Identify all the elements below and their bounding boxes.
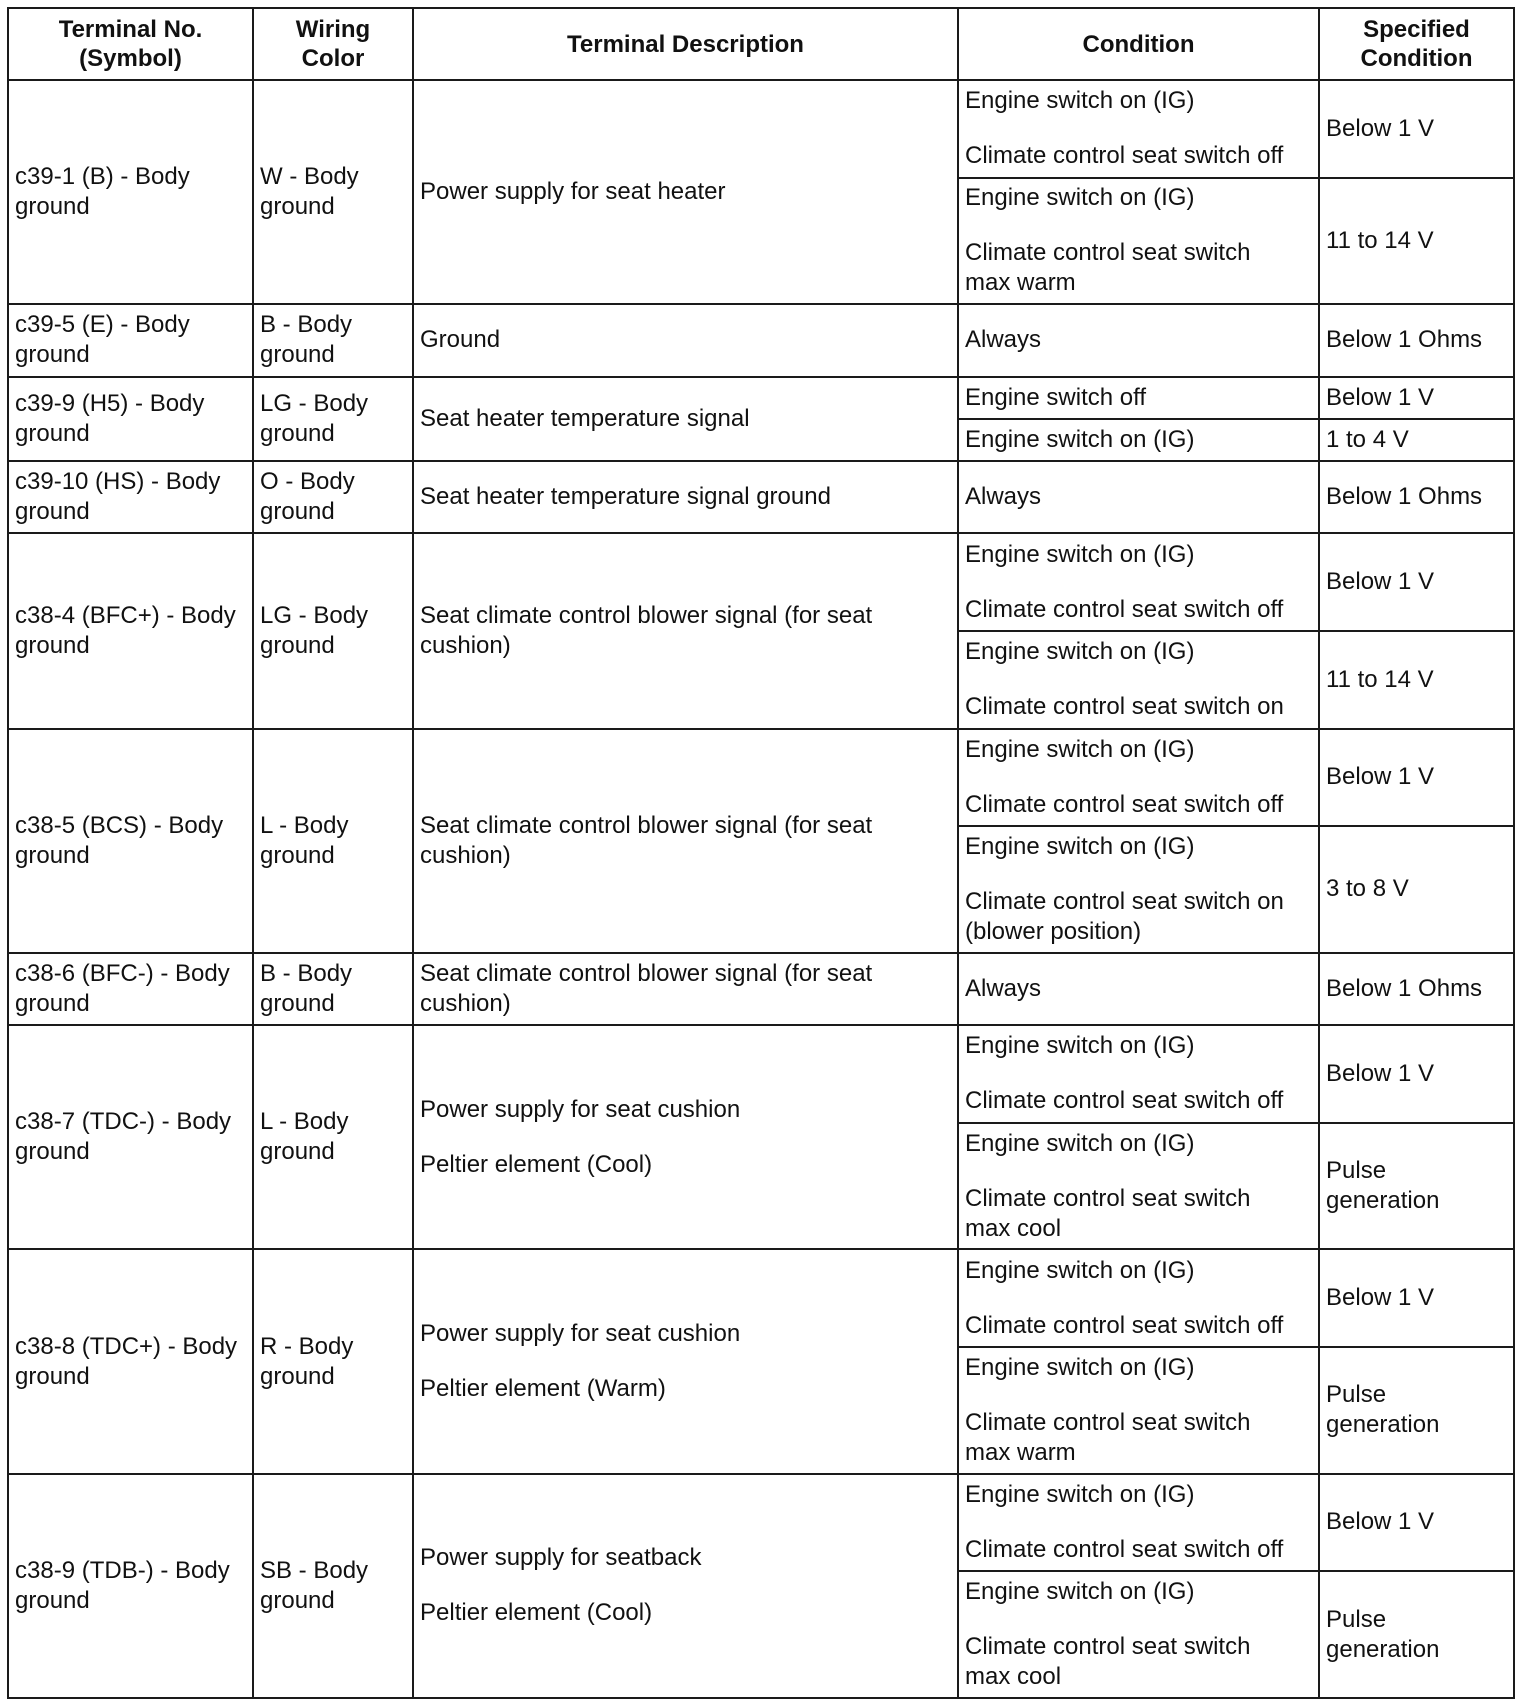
wiring-text: L - Body [260,1108,349,1136]
condition-cell [958,1123,1319,1250]
header-specified-condition: Specified Condition [1319,8,1514,80]
terminal-cell [8,1025,253,1249]
wiring-text: B - Body [260,959,353,987]
wiring-text: SB - Body [260,1556,369,1584]
terminal-text: ground [15,1586,90,1614]
condition-text: max cool [965,1663,1062,1691]
condition-text: Climate control seat switch off [965,1087,1284,1115]
description-cell [413,80,958,304]
condition-cell [958,953,1319,1025]
condition-text: Engine switch off [965,383,1146,411]
terminal-cell [8,377,253,461]
wiring-text: ground [260,841,335,869]
specified-condition-cell [1319,377,1514,419]
table-row [8,953,1514,1025]
condition-text: Climate control seat switch off [965,790,1284,818]
spec-text: Below 1 Ohms [1326,326,1483,354]
specified-condition-cell [1319,419,1514,461]
condition-cell [958,304,1319,376]
description-cell [413,1025,958,1249]
terminal-cell [8,304,253,376]
condition-text: Climate control seat switch off [965,595,1284,623]
condition-text: Climate control seat switch off [965,1311,1284,1339]
table-row [8,377,1514,419]
specified-condition-cell [1319,1474,1514,1572]
condition-cell [958,826,1319,953]
spec-text: Pulse [1326,1157,1387,1185]
condition-text: Engine switch on (IG) [965,184,1195,212]
description-text: cushion) [420,989,511,1017]
description-cell [413,729,958,953]
wiring-text: ground [260,632,335,660]
spec-text: Below 1 V [1326,1508,1435,1536]
wiring-text: O - Body [260,468,355,496]
wiring-color-cell [253,953,413,1025]
description-text: Power supply for seatback [420,1544,702,1572]
spec-text: Below 1 V [1326,383,1435,411]
condition-text: Always [965,326,1042,354]
condition-text: Engine switch on (IG) [965,832,1195,860]
wiring-text: ground [260,498,335,526]
spec-text: Below 1 V [1326,568,1435,596]
terminal-text: c38-5 (BCS) - Body [15,811,224,839]
specified-condition-cell [1319,729,1514,827]
terminal-spec-table [7,7,1515,1699]
condition-text: Climate control seat switch on [965,887,1284,915]
spec-text: Pulse [1326,1605,1387,1633]
spec-text: Below 1 Ohms [1326,483,1483,511]
terminal-cell [8,1249,253,1473]
terminal-text: ground [15,419,90,447]
condition-text: Engine switch on (IG) [965,735,1195,763]
wiring-color-cell [253,729,413,953]
spec-text: Below 1 V [1326,1059,1435,1087]
header-terminal-no: Terminal No. (Symbol) [8,8,253,80]
condition-text: Climate control seat switch off [965,1535,1284,1563]
description-cell [413,461,958,533]
specified-condition-cell [1319,533,1514,631]
condition-text: max warm [965,1438,1076,1466]
wiring-color-cell [253,1474,413,1698]
wiring-text: ground [260,419,335,447]
terminal-text: ground [15,989,90,1017]
wiring-text: ground [260,1362,335,1390]
spec-text: Below 1 V [1326,763,1435,791]
wiring-color-cell [253,461,413,533]
spec-text: Pulse [1326,1381,1387,1409]
spec-text: 11 to 14 V [1326,665,1434,693]
table-row [8,729,1514,827]
spec-text: Below 1 Ohms [1326,974,1483,1002]
terminal-text: c38-9 (TDB-) - Body [15,1556,230,1584]
wiring-text: B - Body [260,311,353,339]
condition-text: Climate control seat switch on [965,693,1284,721]
description-cell [413,377,958,461]
spec-text: generation [1326,1635,1440,1663]
wiring-color-cell [253,1249,413,1473]
condition-text: Engine switch on (IG) [965,638,1195,666]
condition-text: Always [965,974,1042,1002]
description-text: Power supply for seat cushion [420,1320,741,1348]
condition-cell [958,1249,1319,1347]
terminal-cell [8,1474,253,1698]
terminal-text: c39-9 (H5) - Body [15,389,205,417]
header-condition: Condition [958,8,1319,80]
condition-cell [958,461,1319,533]
specified-condition-cell [1319,1347,1514,1474]
description-text: Seat climate control blower signal (for seat [420,959,873,987]
condition-text: Engine switch on (IG) [965,1256,1195,1284]
condition-cell [958,533,1319,631]
table-row [8,304,1514,376]
condition-text: Climate control seat switch [965,1633,1251,1661]
wiring-text: ground [260,341,335,369]
condition-cell [958,1571,1319,1698]
condition-text: Climate control seat switch [965,1184,1251,1212]
description-text: cushion) [420,841,511,869]
condition-cell [958,1347,1319,1474]
condition-text: Always [965,483,1042,511]
terminal-text: ground [15,341,90,369]
condition-text: Engine switch on (IG) [965,540,1195,568]
terminal-text: c38-4 (BFC+) - Body [15,602,236,630]
table-row [8,1025,1514,1123]
wiring-text: ground [260,193,335,221]
wiring-color-cell [253,80,413,304]
terminal-cell [8,533,253,728]
wiring-text: ground [260,1138,335,1166]
condition-text: Engine switch on (IG) [965,1353,1195,1381]
spec-text: generation [1326,1411,1440,1439]
terminal-cell [8,461,253,533]
condition-text: Climate control seat switch [965,1408,1251,1436]
condition-text: max cool [965,1214,1062,1242]
wiring-text: R - Body [260,1332,354,1360]
header-wiring-color: Wiring Color [253,8,413,80]
terminal-text: ground [15,841,90,869]
description-text: Peltier element (Cool) [420,1599,653,1627]
description-text: Peltier element (Cool) [420,1150,653,1178]
condition-cell [958,631,1319,729]
spec-text: Below 1 V [1326,1284,1435,1312]
specified-condition-cell [1319,1025,1514,1123]
condition-cell [958,80,1319,178]
description-text: Seat climate control blower signal (for seat [420,602,873,630]
specified-condition-cell [1319,1123,1514,1250]
wiring-color-cell [253,1025,413,1249]
specified-condition-cell [1319,304,1514,376]
wiring-color-cell [253,377,413,461]
description-text: Power supply for seat heater [420,178,726,206]
description-cell [413,533,958,728]
table-row [8,533,1514,631]
condition-text: Climate control seat switch off [965,142,1284,170]
spec-text: generation [1326,1187,1440,1215]
table-row [8,1474,1514,1572]
table-row [8,461,1514,533]
description-text: Seat heater temperature signal [420,404,750,432]
description-cell [413,1249,958,1473]
description-text: cushion) [420,632,511,660]
header-terminal-description: Terminal Description [413,8,958,80]
spec-text: 11 to 14 V [1326,226,1434,254]
condition-text: Engine switch on (IG) [965,425,1195,453]
wiring-color-cell [253,533,413,728]
description-text: Seat climate control blower signal (for seat [420,811,873,839]
specified-condition-cell [1319,953,1514,1025]
specified-condition-cell [1319,80,1514,178]
spec-text: Below 1 V [1326,114,1435,142]
terminal-text: ground [15,193,90,221]
condition-cell [958,178,1319,305]
terminal-text: c39-1 (B) - Body [15,163,190,191]
terminal-cell [8,729,253,953]
spec-text: 1 to 4 V [1326,425,1409,453]
specified-condition-cell [1319,826,1514,953]
wiring-text: LG - Body [260,602,369,630]
table-row [8,1249,1514,1347]
description-cell [413,1474,958,1698]
description-cell [413,953,958,1025]
specified-condition-cell [1319,1571,1514,1698]
condition-cell [958,377,1319,419]
terminal-cell [8,953,253,1025]
condition-text: max warm [965,269,1076,297]
description-text: Seat heater temperature signal ground [420,483,831,511]
wiring-text: LG - Body [260,389,369,417]
condition-cell [958,1025,1319,1123]
description-text: Ground [420,326,501,354]
specified-condition-cell [1319,178,1514,305]
terminal-text: ground [15,1362,90,1390]
table-header-row [8,8,1514,80]
terminal-text: ground [15,498,90,526]
condition-text: Engine switch on (IG) [965,1032,1195,1060]
condition-text: Engine switch on (IG) [965,1129,1195,1157]
description-text: Peltier element (Warm) [420,1375,666,1403]
wiring-text: ground [260,989,335,1017]
terminal-text: c39-10 (HS) - Body [15,468,221,496]
specified-condition-cell [1319,1249,1514,1347]
terminal-text: ground [15,1138,90,1166]
specified-condition-cell [1319,461,1514,533]
condition-text: (blower position) [965,917,1142,945]
terminal-cell [8,80,253,304]
condition-cell [958,1474,1319,1572]
wiring-color-cell [253,304,413,376]
condition-cell [958,729,1319,827]
terminal-text: c38-7 (TDC-) - Body [15,1108,232,1136]
wiring-text: W - Body [260,163,359,191]
description-cell [413,304,958,376]
terminal-text: ground [15,632,90,660]
wiring-text: L - Body [260,811,349,839]
specified-condition-cell [1319,631,1514,729]
wiring-text: ground [260,1586,335,1614]
condition-text: Engine switch on (IG) [965,1578,1195,1606]
spec-text: 3 to 8 V [1326,875,1409,903]
condition-text: Engine switch on (IG) [965,1480,1195,1508]
terminal-text: c38-8 (TDC+) - Body [15,1332,238,1360]
terminal-text: c38-6 (BFC-) - Body [15,959,230,987]
description-text: Power supply for seat cushion [420,1095,741,1123]
condition-text: Climate control seat switch [965,239,1251,267]
terminal-text: c39-5 (E) - Body [15,311,190,339]
condition-cell [958,419,1319,461]
condition-text: Engine switch on (IG) [965,87,1195,115]
table-row [8,80,1514,178]
